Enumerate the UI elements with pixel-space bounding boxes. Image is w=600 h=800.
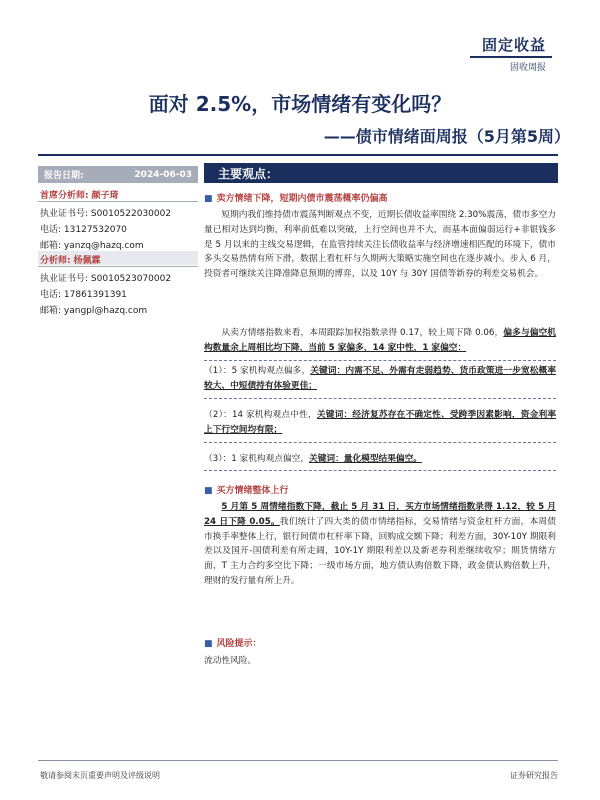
page-title: 面对 2.5%，市场情绪有变化吗？ [148,92,452,116]
email-link[interactable]: yanzq@hazq.com [63,241,144,251]
analyst-cert [40,271,171,284]
analyst-label: 分析师: [40,256,71,266]
bullet-heading-text: 卖方情绪下降，短期内债市震荡概率仍偏高 [216,194,388,204]
dashed-divider [204,360,556,361]
chief-analyst [40,188,119,201]
bullet-heading-text: 风险提示： [216,639,262,649]
list-item [204,452,556,467]
bullet-heading-risk [204,636,262,649]
highlight-text: 关键词：内需不足、外需有走弱趋势、货币政策进一步宽松概率较大、中短债持有体验更佳； [204,366,557,391]
paragraph [204,500,556,589]
highlight-text: 偏多与偏空机构数量余上周相比均下降，当前 5 家偏多，14 家中性，1 家偏空： [204,328,556,353]
bullet-heading-seller [204,191,388,204]
cert-number: S0010522030002 [90,209,172,219]
bullet-heading-text: 买方情绪整体上行 [216,486,289,496]
report-date-label: 报告日期: [44,171,84,181]
text: 从卖方情绪指数来看，本周跟踪加权指数录得 0.17，较上周下降 0.06， [221,328,504,338]
cert-label: 执业证书号: [40,209,89,219]
text: 我们统计了四大类的债市情绪指标，交易情绪与资金杠杆方面，本周债市换手率整体上行，银行间债市杠杆率下降，回购成交额下降；利差方面，30Y-10Y 期限利差以及国开-国债利差有所走阔，10Y-1Y 期限利差以及新老券利差继续收窄；期货情绪方面，T 主力合约多空比下降；一级市场方面，地方债认购倍数下降，政金债认购倍数上升，理财的发行量有所上升。 [204,516,556,586]
highlight-text: 关键词：经济复苏存在不确定性、受跨季因素影响，资金利率上下行空间均有限； [204,410,557,435]
analyst-name: 杨佩霖 [73,256,101,266]
footer-label: 证券研究报告 [510,771,558,780]
report-type: 固收周报 [509,63,546,73]
dashed-divider [204,470,556,471]
divider [38,266,198,267]
square-bullet-icon: ■ [204,194,213,204]
risk-text: 流动性风险。 [204,656,257,666]
email-label: 邮箱: [40,306,62,316]
text: （2）：14 家机构观点中性， [204,410,317,420]
highlight-text: 5 月第 5 周情绪指数下降，截止 5 月 31 日，买方市场情绪指数录得 1.12，较 5 月 24 日下降 0.05。 [204,502,556,527]
phone-number: 13127532070 [63,225,127,235]
highlight-text: 关键词：量化模型结果偏空。 [309,454,422,464]
paragraph [204,326,556,356]
header-divider [470,56,552,58]
chief-cert [40,206,171,219]
title-divider [38,154,558,156]
email-link[interactable]: yangpl@hazq.com [63,306,148,316]
section-header: 主要观点： [204,163,558,183]
analyst [40,253,101,266]
analyst-phone [40,287,127,300]
phone-label: 电话: [40,290,62,300]
text: （3）：1 家机构观点偏空， [204,454,310,464]
square-bullet-icon: ■ [204,486,213,496]
analyst-email [40,303,147,316]
paragraph: 短期内我们维持债市震荡判断观点不变，近期长债收益率围绕 2.30%震荡，债市多空力量已相对达到均衡，利率前低难以突破，上行空间也并不大，而基本面偏弱运行+非银钱多是 5 月以来的主线交易逻辑，在监管持续关注长债收益率与经济增速相匹配的环境下，债市多头交易热情有所下滑，数据上看杠杆与久期两大策略实施空间也在逐步减小。步入 6 月，投资者可继续关注降准降息预期的博弈，以及 10Y 与 30Y 国债等新券的利差交易机会。 [204,210,556,280]
phone-number: 17861391391 [63,290,127,300]
phone-label: 电话: [40,225,62,235]
page-subtitle: ——债市情绪面周报（5月第5周） [323,127,570,146]
chief-email [40,238,144,251]
cert-label: 执业证书号: [40,274,89,284]
list-item [204,408,556,438]
chief-phone [40,222,127,235]
report-category: 固定收益 [481,36,546,54]
dashed-divider [204,442,556,443]
divider [38,201,198,202]
report-date-value: 2024-06-03 [134,169,192,180]
cert-number: S0010523070002 [90,274,172,284]
dashed-divider [204,398,556,399]
chief-analyst-label: 首席分析师: [40,191,89,201]
text: （1）：5 家机构观点偏多， [204,366,311,376]
footer-divider [38,760,558,761]
report-date-bar [38,166,198,183]
email-label: 邮箱: [40,241,62,251]
footer-disclaimer: 敬请参阅末页重要声明及评级说明 [40,771,160,780]
list-item [204,364,556,394]
chief-analyst-name: 颜子琦 [91,191,119,201]
bullet-heading-buyer [204,483,289,496]
square-bullet-icon: ■ [204,639,213,649]
